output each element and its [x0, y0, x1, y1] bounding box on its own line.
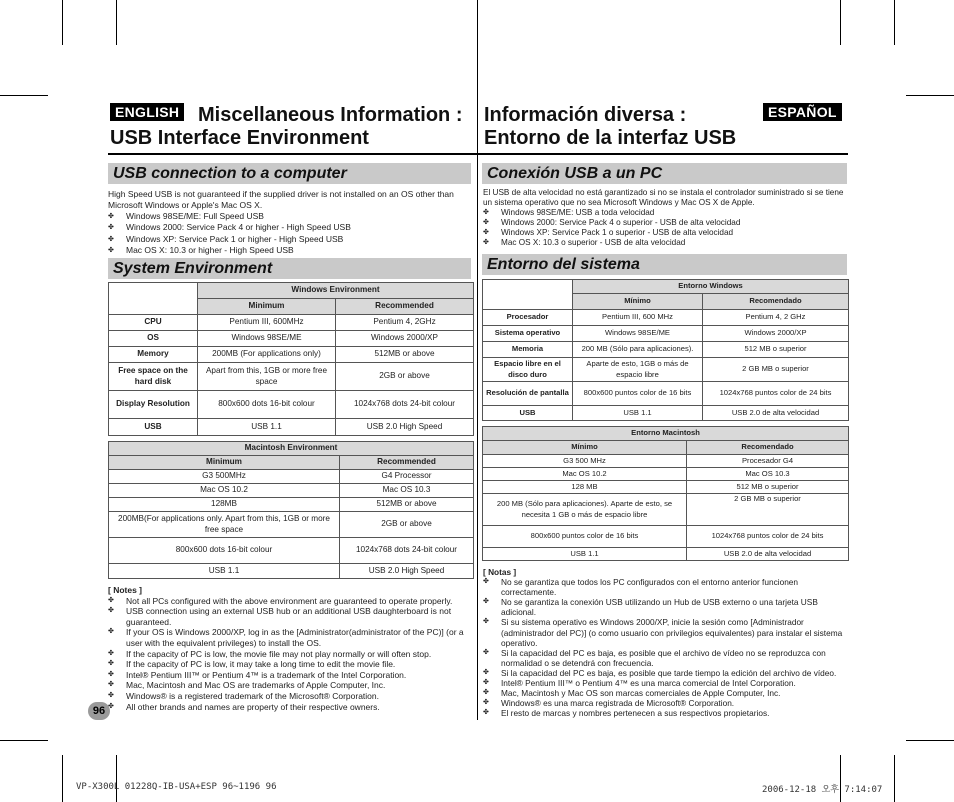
list-item: ✤ USB connection using an external USB hub or an additional USB daughterboard is not guaranteed. — [108, 606, 472, 627]
table-row: 800x600 dots 16-bit colour 1024x768 dots 24-bit colour — [109, 538, 474, 564]
page-title-es-line2: Entorno de la interfaz USB — [484, 127, 737, 149]
col-header-rec: Recomendado — [687, 441, 849, 455]
list-item: ✤ All other brands and names are property of their respective owners. — [108, 702, 472, 713]
crop-mark — [116, 755, 117, 802]
usb-intro-es: El USB de alta velocidad no está garantizado si no se instala el controlador suministrado si se tiene un sistema operativo que no sea Microsoft Windows y Mac OS X de Apple. — [483, 188, 844, 207]
table-row: CPU Pentium III, 600MHz Pentium 4, 2GHz — [109, 315, 474, 331]
list-item: ✤ Si la capacidad del PC es baja, es posible que el archivo de vídeo no se reproduzca con normalidad o se detendrá con frecuencia. — [483, 648, 848, 668]
crop-mark — [894, 0, 895, 45]
section-usb-connection: USB connection to a computer — [108, 163, 471, 184]
col-header-rec: Recommended — [336, 299, 474, 315]
notes-en — [108, 585, 472, 712]
list-item: ✤ Windows 98SE/ME: USB a toda velocidad — [483, 208, 848, 218]
page-title-es-line1: Información diversa : — [484, 104, 687, 126]
crop-mark — [62, 755, 63, 802]
notes-title: [ Notes ] — [108, 585, 142, 595]
crop-mark — [0, 740, 48, 741]
macintosh-environment-table — [108, 441, 474, 579]
list-item: ✤ Windows 2000: Service Pack 4 o superior - USB de alta velocidad — [483, 218, 848, 228]
table-row: 128 MB 512 MB o superior — [483, 481, 849, 494]
section-system-environment: System Environment — [108, 258, 471, 279]
crop-mark — [906, 95, 954, 96]
table-row: Procesador Pentium III, 600 MHz Pentium 4, 2 GHz — [483, 310, 849, 326]
crop-mark — [116, 0, 117, 45]
list-item: ✤ Windows® es una marca registrada de Microsoft® Corporation. — [483, 698, 848, 708]
page-title-en-line2: USB Interface Environment — [110, 127, 369, 149]
col-header-min: Minimum — [198, 299, 336, 315]
col-header-rec: Recomendado — [703, 294, 849, 310]
english-badge: ENGLISH — [110, 103, 184, 121]
footer-right: 2006-12-18 오후 7:14:07 — [762, 785, 883, 795]
list-item: ✤ Not all PCs configured with the above environment are guaranteed to operate properly. — [108, 596, 472, 607]
list-item: ✤ Intel® Pentium III™ or Pentium 4™ is a trademark of the Intel Corporation. — [108, 670, 472, 681]
usb-intro-en: High Speed USB is not guaranteed if the supplied driver is not installed on an OS other than Microsoft Windows or Apple's Mac OS X. — [108, 189, 454, 210]
section-conexion-usb: Conexión USB a un PC — [482, 163, 847, 184]
table-row: Mac OS 10.2 Mac OS 10.3 — [483, 468, 849, 481]
list-item: ✤ Si su sistema operativo es Windows 2000/XP, inicie la sesión como [Administrador (administrador del PC)] (o como usuario con privilegios equivalentes) para instalar el sistema operativo. — [483, 617, 848, 647]
table-title: Entorno Windows — [573, 280, 849, 294]
table-row: USB 1.1 USB 2.0 de alta velocidad — [483, 548, 849, 561]
col-header-min: Minimum — [109, 456, 340, 470]
table-row: Resolución de pantalla 800x600 puntos color de 16 bits 1024x768 puntos color de 24 bits — [483, 382, 849, 406]
crop-mark — [62, 0, 63, 45]
list-item: ✤ If the capacity of PC is low, it may take a long time to edit the movie file. — [108, 659, 472, 670]
list-item: ✤ Mac, Macintosh and Mac OS are trademarks of Apple Computer, Inc. — [108, 680, 472, 691]
notes-title: [ Notas ] — [483, 567, 517, 577]
table-row: G3 500 MHz Procesador G4 — [483, 455, 849, 468]
list-item: ✤ Windows XP: Service Pack 1 or higher - High Speed USB — [108, 234, 472, 245]
table-row: G3 500MHz G4 Processor — [109, 470, 474, 484]
col-header-min: Mínimo — [483, 441, 687, 455]
page-title-en-line1: Miscellaneous Information : — [198, 104, 463, 126]
crop-mark — [840, 0, 841, 45]
windows-environment-table — [108, 282, 474, 436]
usb-bullets-en — [108, 211, 472, 256]
list-item: ✤ Mac OS X: 10.3 or higher - High Speed USB — [108, 245, 472, 256]
table-row: 128MB 512MB or above — [109, 498, 474, 512]
table-row: Memory 200MB (For applications only) 512MB or above — [109, 347, 474, 363]
center-divider — [477, 0, 478, 720]
crop-mark — [894, 755, 895, 802]
table-row: 800x600 puntos color de 16 bits 1024x768 puntos color de 24 bits — [483, 526, 849, 548]
list-item: ✤ Windows 98SE/ME: Full Speed USB — [108, 211, 472, 222]
table-row: Free space on the hard disk Apart from this, 1GB or more free space 2GB or above — [109, 363, 474, 391]
crop-mark — [906, 740, 954, 741]
table-row: Memoria 200 MB (Sólo para aplicaciones). 512 MB o superior — [483, 342, 849, 358]
footer-left: VP-X300L 01228Q-IB-USA+ESP 96~1196 96 — [76, 782, 277, 792]
entorno-windows-table — [482, 279, 849, 421]
col-header-rec: Recommended — [340, 456, 474, 470]
list-item: ✤ Mac OS X: 10.3 o superior - USB de alta velocidad — [483, 238, 848, 248]
notes-es — [483, 567, 848, 718]
list-item: ✤ Windows XP: Service Pack 1 o superior - USB de alta velocidad — [483, 228, 848, 238]
table-row: 200MB(For applications only. Apart from this, 1GB or more free space 2GB or above — [109, 512, 474, 538]
table-row: Mac OS 10.2 Mac OS 10.3 — [109, 484, 474, 498]
table-title: Macintosh Environment — [109, 442, 474, 456]
table-row: USB USB 1.1 USB 2.0 de alta velocidad — [483, 406, 849, 421]
table-row: OS Windows 98SE/ME Windows 2000/XP — [109, 331, 474, 347]
table-row: 200 MB (Sólo para aplicaciones). Aparte de esto, se necesita 1 GB o más de espacio libre 2 GB MB o superior — [483, 494, 849, 526]
table-row: Espacio libre en el disco duro Aparte de esto, 1GB o más de espacio libre 2 GB MB o superior — [483, 358, 849, 382]
entorno-macintosh-table — [482, 426, 849, 561]
espanol-badge: ESPAÑOL — [763, 103, 842, 121]
list-item: ✤ Windows® is a registered trademark of the Microsoft® Corporation. — [108, 691, 472, 702]
crop-mark — [0, 95, 48, 96]
list-item: ✤ If your OS is Windows 2000/XP, log in as the [Administrator(administrator of the PC)] (or a user with the equivalent privileges) to install the OS. — [108, 627, 472, 648]
table-title: Entorno Macintosh — [483, 427, 849, 441]
table-row: Sistema operativo Windows 98SE/ME Windows 2000/XP — [483, 326, 849, 342]
list-item: ✤ No se garantiza que todos los PC configurados con el entorno anterior funcionen correctamente. — [483, 577, 848, 597]
table-row: Display Resolution 800x600 dots 16-bit colour 1024x768 dots 24-bit colour — [109, 391, 474, 419]
table-row: USB USB 1.1 USB 2.0 High Speed — [109, 419, 474, 436]
section-entorno-sistema: Entorno del sistema — [482, 254, 847, 275]
list-item: ✤ Intel® Pentium III™ o Pentium 4™ es una marca comercial de Intel Corporation. — [483, 678, 848, 688]
usb-bullets-es — [483, 208, 848, 248]
list-item: ✤ Windows 2000: Service Pack 4 or higher - High Speed USB — [108, 222, 472, 233]
list-item: ✤ Mac, Macintosh y Mac OS son marcas comerciales de Apple Computer, Inc. — [483, 688, 848, 698]
page-number: 96 — [88, 702, 110, 720]
header-rule — [108, 153, 848, 155]
list-item: ✤ Si la capacidad del PC es baja, es posible que tarde tiempo la edición del archivo de vídeo. — [483, 668, 848, 678]
table-title: Windows Environment — [198, 283, 474, 299]
col-header-min: Mínimo — [573, 294, 703, 310]
table-row: USB 1.1 USB 2.0 High Speed — [109, 564, 474, 579]
list-item: ✤ El resto de marcas y nombres pertenecen a sus respectivos propietarios. — [483, 708, 848, 718]
list-item: ✤ If the capacity of PC is low, the movie file may not play normally or will often stop. — [108, 649, 472, 660]
list-item: ✤ No se garantiza la conexión USB utilizando un Hub de USB externo o una tarjeta USB adicional. — [483, 597, 848, 617]
